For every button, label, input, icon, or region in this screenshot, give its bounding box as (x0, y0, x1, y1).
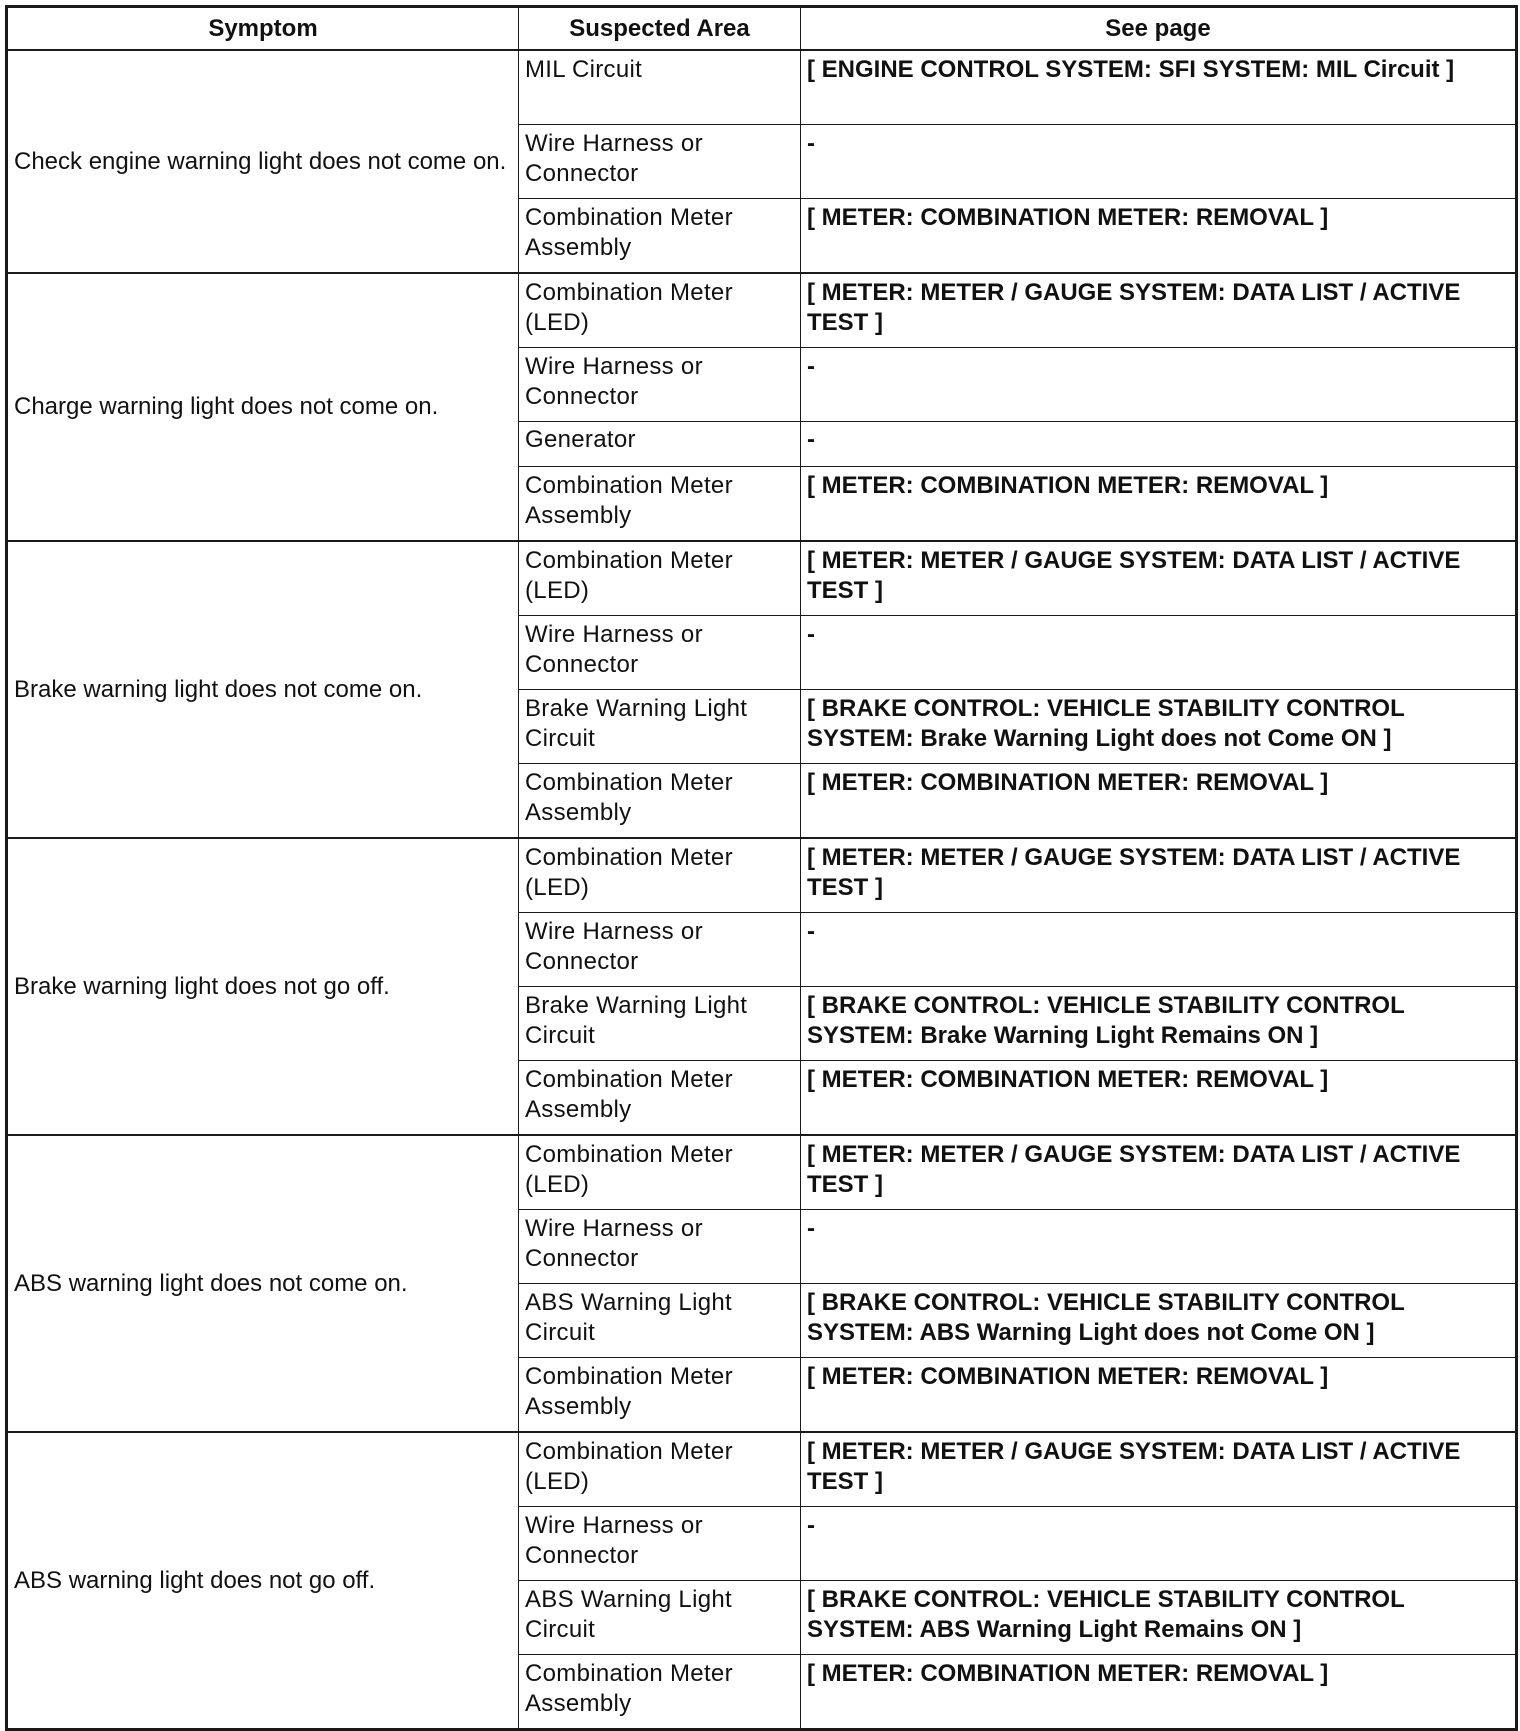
suspected-area-cell: Combination Meter Assembly (519, 764, 801, 839)
suspected-area-cell: Combination Meter (LED) (519, 838, 801, 913)
see-page-cell: [ METER: METER / GAUGE SYSTEM: DATA LIST / ACTIVE TEST ] (801, 1135, 1517, 1210)
suspected-area-cell: MIL Circuit (519, 50, 801, 125)
table-row (7, 50, 1517, 125)
suspected-area-cell: Wire Harness or Connector (519, 348, 801, 422)
suspected-area-cell: Brake Warning Light Circuit (519, 690, 801, 764)
see-page-cell: [ METER: METER / GAUGE SYSTEM: DATA LIST / ACTIVE TEST ] (801, 541, 1517, 616)
see-page-cell: - (801, 348, 1517, 422)
suspected-area-cell: Wire Harness or Connector (519, 913, 801, 987)
table-row (7, 838, 1517, 913)
suspected-area-cell: Combination Meter (LED) (519, 1432, 801, 1507)
suspected-area-cell: Combination Meter (LED) (519, 1135, 801, 1210)
see-page-cell: [ BRAKE CONTROL: VEHICLE STABILITY CONTROL SYSTEM: Brake Warning Light Remains ON ] (801, 987, 1517, 1061)
symptom-cell: ABS warning light does not go off. (7, 1432, 519, 1730)
see-page-cell: [ METER: COMBINATION METER: REMOVAL ] (801, 1358, 1517, 1433)
see-page-cell: [ METER: COMBINATION METER: REMOVAL ] (801, 764, 1517, 839)
header-suspected-area: Suspected Area (519, 7, 801, 51)
table-row (7, 273, 1517, 348)
see-page-cell: [ METER: METER / GAUGE SYSTEM: DATA LIST / ACTIVE TEST ] (801, 838, 1517, 913)
see-page-cell: [ BRAKE CONTROL: VEHICLE STABILITY CONTROL SYSTEM: ABS Warning Light Remains ON ] (801, 1581, 1517, 1655)
problem-symptoms-table (5, 5, 1518, 1731)
suspected-area-cell: Wire Harness or Connector (519, 1507, 801, 1581)
see-page-cell: [ METER: METER / GAUGE SYSTEM: DATA LIST / ACTIVE TEST ] (801, 273, 1517, 348)
see-page-cell: - (801, 913, 1517, 987)
suspected-area-cell: Brake Warning Light Circuit (519, 987, 801, 1061)
table-row (7, 1432, 1517, 1507)
suspected-area-cell: Combination Meter Assembly (519, 1061, 801, 1136)
suspected-area-cell: Wire Harness or Connector (519, 1210, 801, 1284)
header-row (7, 7, 1517, 51)
suspected-area-cell: Combination Meter (LED) (519, 541, 801, 616)
suspected-area-cell: ABS Warning Light Circuit (519, 1284, 801, 1358)
suspected-area-cell: Generator (519, 422, 801, 467)
suspected-area-cell: Wire Harness or Connector (519, 125, 801, 199)
see-page-cell: [ METER: COMBINATION METER: REMOVAL ] (801, 1061, 1517, 1136)
see-page-cell: [ METER: METER / GAUGE SYSTEM: DATA LIST / ACTIVE TEST ] (801, 1432, 1517, 1507)
header-see-page: See page (801, 7, 1517, 51)
see-page-cell: - (801, 422, 1517, 467)
table-row (7, 1135, 1517, 1210)
suspected-area-cell: Combination Meter Assembly (519, 1358, 801, 1433)
symptom-cell: ABS warning light does not come on. (7, 1135, 519, 1432)
symptom-cell: Check engine warning light does not come on. (7, 50, 519, 273)
symptom-cell: Brake warning light does not go off. (7, 838, 519, 1135)
table-body (7, 50, 1517, 1730)
see-page-cell: [ BRAKE CONTROL: VEHICLE STABILITY CONTROL SYSTEM: Brake Warning Light does not Come ON ] (801, 690, 1517, 764)
see-page-cell: [ METER: COMBINATION METER: REMOVAL ] (801, 467, 1517, 542)
see-page-cell: [ METER: COMBINATION METER: REMOVAL ] (801, 199, 1517, 274)
document-page (5, 5, 1518, 1731)
see-page-cell: - (801, 1210, 1517, 1284)
symptom-cell: Brake warning light does not come on. (7, 541, 519, 838)
suspected-area-cell: ABS Warning Light Circuit (519, 1581, 801, 1655)
suspected-area-cell: Wire Harness or Connector (519, 616, 801, 690)
see-page-cell: - (801, 125, 1517, 199)
table-row (7, 541, 1517, 616)
suspected-area-cell: Combination Meter Assembly (519, 199, 801, 274)
see-page-cell: [ ENGINE CONTROL SYSTEM: SFI SYSTEM: MIL Circuit ] (801, 50, 1517, 125)
see-page-cell: [ METER: COMBINATION METER: REMOVAL ] (801, 1655, 1517, 1730)
header-symptom: Symptom (7, 7, 519, 51)
suspected-area-cell: Combination Meter (LED) (519, 273, 801, 348)
see-page-cell: [ BRAKE CONTROL: VEHICLE STABILITY CONTROL SYSTEM: ABS Warning Light does not Come ON ] (801, 1284, 1517, 1358)
symptom-cell: Charge warning light does not come on. (7, 273, 519, 541)
table-header (7, 7, 1517, 51)
suspected-area-cell: Combination Meter Assembly (519, 467, 801, 542)
see-page-cell: - (801, 1507, 1517, 1581)
see-page-cell: - (801, 616, 1517, 690)
suspected-area-cell: Combination Meter Assembly (519, 1655, 801, 1730)
